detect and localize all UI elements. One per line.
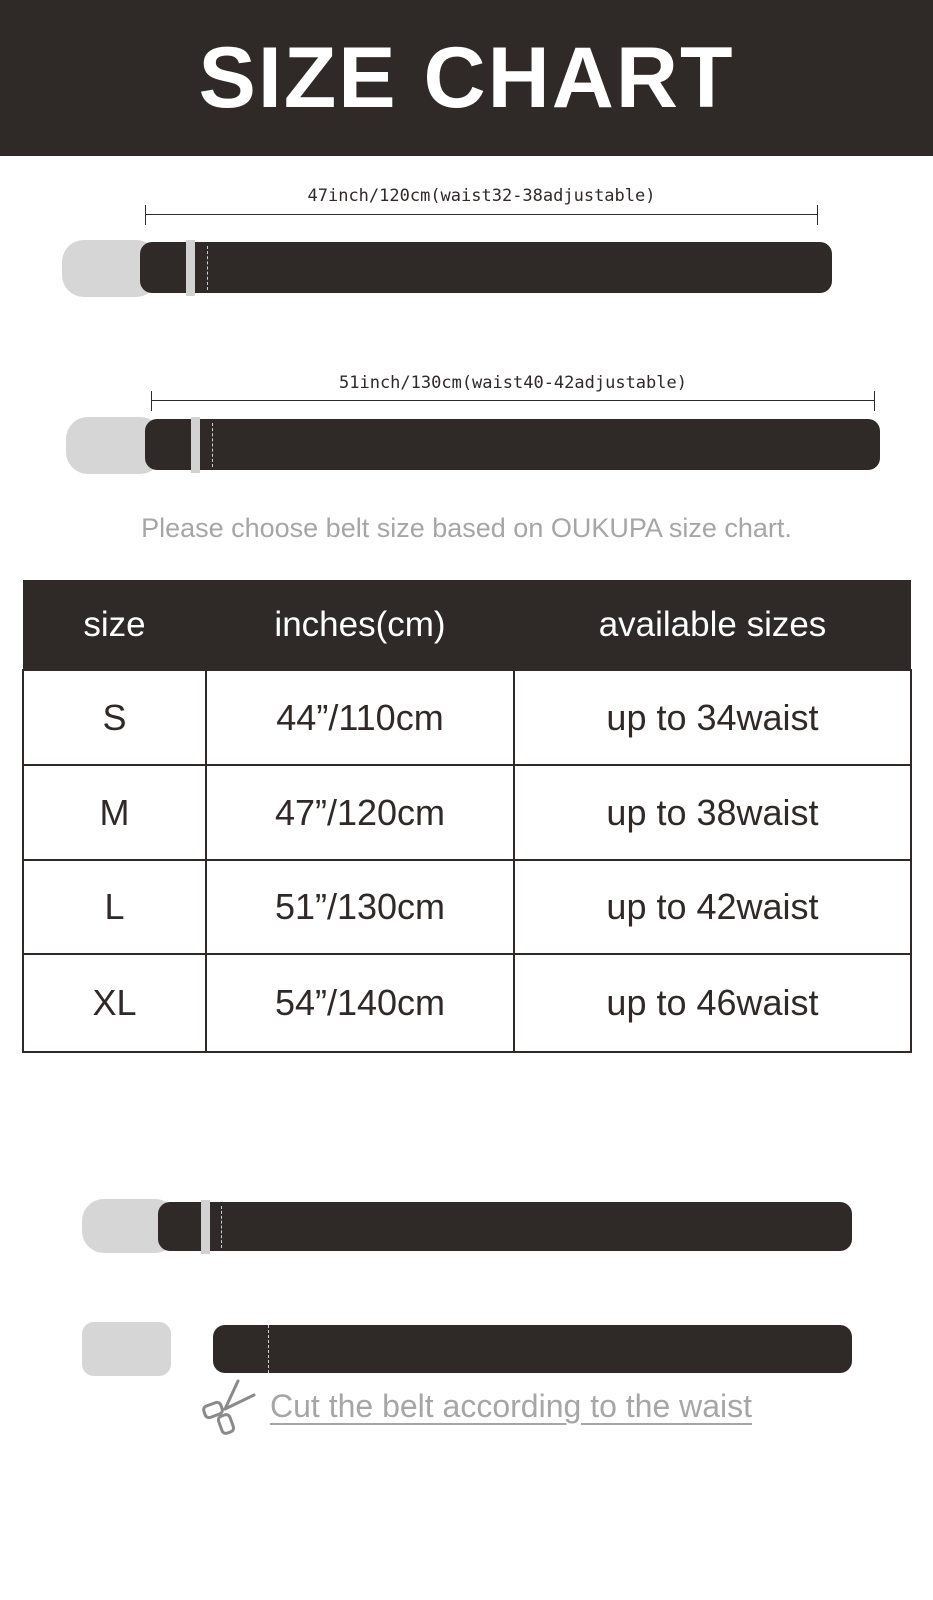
cut-instruction-text: Cut the belt according to the waist	[270, 1387, 753, 1424]
measurement-tick-left	[151, 391, 152, 411]
waist-cell: up to 46waist	[514, 954, 911, 1052]
belt-4-strap	[213, 1325, 852, 1373]
table-row	[23, 765, 911, 860]
measurement-tick-right	[874, 391, 875, 411]
belt-2-stitch	[212, 423, 213, 467]
belt-2-length-label: 51inch/130cm(waist40-42adjustable)	[339, 373, 687, 393]
waist-cell: up to 38waist	[514, 765, 911, 860]
waist-cell: up to 34waist	[514, 670, 911, 765]
belt-1-keeper	[186, 240, 195, 296]
cut-instruction-row	[198, 1376, 752, 1436]
page-title: SIZE CHART	[198, 29, 735, 126]
belt-4-cut-line	[268, 1325, 269, 1373]
table-header-row	[23, 580, 911, 670]
waist-cell: up to 42waist	[514, 860, 911, 954]
length-cell: 47”/120cm	[206, 765, 514, 860]
measurement-line	[145, 214, 818, 215]
belt-3-stitch	[221, 1206, 222, 1248]
size-cell: M	[23, 765, 206, 860]
measurement-line	[151, 400, 875, 401]
size-cell: L	[23, 860, 206, 954]
table-row	[23, 954, 911, 1052]
size-table	[22, 580, 912, 1053]
belt-3-keeper	[201, 1200, 210, 1254]
belt-1-stitch	[207, 246, 208, 290]
length-cell: 54”/140cm	[206, 954, 514, 1052]
measurement-tick-right	[817, 205, 818, 225]
scissors-icon	[198, 1375, 260, 1437]
belt-2-keeper	[191, 417, 200, 473]
length-cell: 44”/110cm	[206, 670, 514, 765]
belt-3-strap	[158, 1202, 852, 1251]
size-cell: S	[23, 670, 206, 765]
size-chart-note: Please choose belt size based on OUKUPA size chart.	[141, 513, 792, 543]
table-row	[23, 860, 911, 954]
size-cell: XL	[23, 954, 206, 1052]
table-row	[23, 670, 911, 765]
length-cell: 51”/130cm	[206, 860, 514, 954]
column-header-size: size	[23, 580, 206, 670]
header-banner	[0, 0, 933, 156]
belt-4-buckle	[82, 1322, 171, 1376]
measurement-tick-left	[145, 205, 146, 225]
column-header-available-sizes: available sizes	[514, 580, 911, 670]
column-header-length: inches(cm)	[206, 580, 514, 670]
belt-1-measurement	[145, 186, 818, 222]
belt-2-measurement	[151, 373, 875, 409]
belt-2-strap	[145, 419, 880, 470]
belt-1-length-label: 47inch/120cm(waist32-38adjustable)	[307, 186, 656, 206]
belt-1-strap	[140, 242, 832, 293]
